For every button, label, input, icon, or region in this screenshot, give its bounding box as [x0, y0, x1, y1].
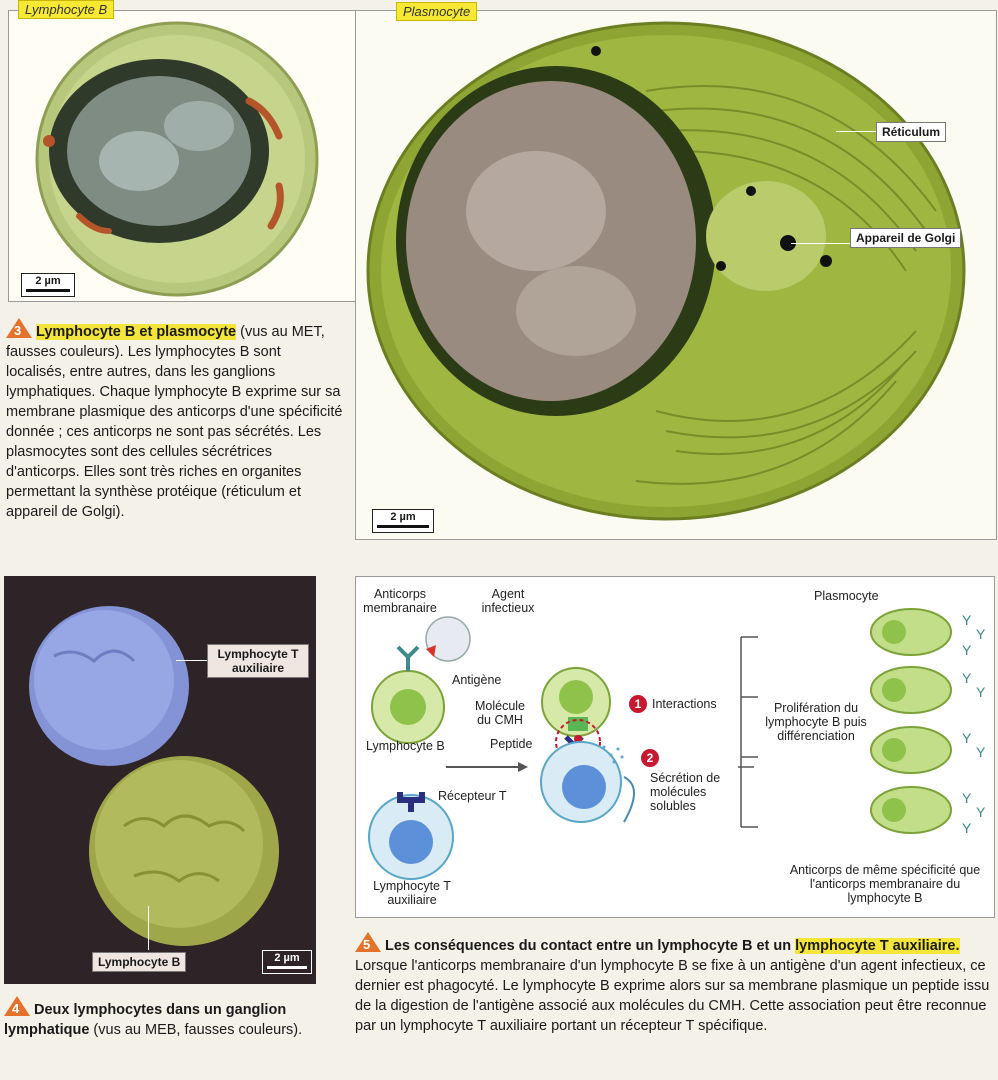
svg-text:Y: Y [976, 684, 986, 700]
caption-3-title: Lymphocyte B et plasmocyte [36, 324, 237, 340]
caption-4-text: (vus au MEB, fausses couleurs). [89, 1022, 303, 1038]
caption-4-badge: 4 [4, 996, 30, 1016]
caption-figure-4 [4, 996, 314, 1040]
two-lymphocytes-image [4, 576, 316, 984]
label-golgi: Appareil de Golgi [850, 228, 961, 248]
label-proliferation: Prolifération du lymphocyte B puis différenciation [765, 701, 867, 743]
label-secretion: Sécrétion de molécules solubles [650, 771, 721, 813]
diagram-panel [355, 576, 995, 918]
svg-text:Y: Y [976, 744, 986, 760]
caption-figure-3 [6, 318, 344, 522]
plasmocyte-micrograph-panel [355, 10, 997, 540]
lymphocyte-b-micrograph-panel [8, 10, 360, 302]
meb-micrograph-panel [4, 576, 316, 984]
b-pointer [148, 906, 149, 950]
caption-3-text: (vus au MET, fausses couleurs). Les lymphocytes B sont localisés, entre autres, dans les ganglions lymphatiques. Chaque lymphocyte B exprime sur sa membrane plasmique des anticorps d'une spécificité donnée ; ces anticorps ne sont pas sécrétés. Les plasmocytes sont des cellules sécrétrices d'anticorps. Elles sont très riches en organites permettant la synthèse protéique (réticulum et appareil de Golgi). [6, 324, 343, 520]
label-anticorps-meme-specificite: Anticorps de même spécificité que l'anticorps membranaire du lymphocyte B [789, 863, 981, 905]
caption-5-title-a: Les conséquences du contact entre un lymphocyte B et un [385, 938, 792, 954]
label-lymphocyte-b: Lymphocyte B [92, 952, 186, 972]
step-2-badge: 2 [641, 749, 659, 767]
reticulum-pointer [836, 131, 876, 132]
label-interactions: Interactions [652, 697, 717, 711]
svg-text:Y: Y [962, 790, 972, 806]
caption-5-badge: 5 [355, 932, 381, 952]
caption-5-text: Lorsque l'anticorps membranaire d'un lymphocyte B se fixe à un antigène d'un agent infectieux, ce dernier est phagocyté. Le lymphocyte B exprime alors sur sa membrane plasmique un peptide issu de la digestion de l'antigène associé aux molécules du CMH. Cette association peut être reconnue par un lymphocyte T auxiliaire portant un récepteur T spécifique. [355, 958, 990, 1034]
caption-5-title-b: lymphocyte T auxiliaire. [795, 938, 960, 954]
tag-plasmocyte: Plasmocyte [396, 2, 477, 21]
t-pointer [176, 660, 208, 661]
svg-text:Y: Y [962, 612, 972, 628]
step-1-badge: 1 [629, 695, 647, 713]
svg-text:Y: Y [962, 730, 972, 746]
scale-bar: 2 µm [21, 273, 75, 297]
label-plasmocyte-diagram: Plasmocyte [814, 589, 879, 603]
label-antigene: Antigène [452, 673, 502, 687]
plasmocyte-cell-image [356, 11, 996, 539]
label-anticorps-membranaire: Anticorps membranaire [363, 587, 437, 615]
svg-text:Y: Y [962, 642, 972, 658]
label-lymphocyte-t-diagram: Lymphocyte T auxiliaire [373, 879, 451, 907]
label-lymphocyte-b-diagram: Lymphocyte B [366, 739, 445, 753]
scale-bar-meb: 2 µm [262, 950, 312, 974]
label-agent-infectieux: Agent infectieux [481, 587, 535, 615]
caption-3-badge: 3 [6, 318, 32, 338]
svg-text:Y: Y [962, 670, 972, 686]
label-peptide: Peptide [490, 737, 533, 751]
svg-text:Y: Y [976, 804, 986, 820]
lymphocyte-b-cell-image [9, 11, 359, 301]
label-reticulum: Réticulum [876, 122, 946, 142]
label-molecule-cmh: Molécule du CMH [474, 699, 526, 727]
label-lymphocyte-t-auxiliaire: Lymphocyte T auxiliaire [207, 644, 309, 678]
tag-lymphocyte-b: Lymphocyte B [18, 0, 114, 19]
label-recepteur-t: Récepteur T [438, 789, 507, 803]
caption-figure-5 [355, 932, 991, 1036]
golgi-pointer [791, 243, 851, 244]
scale-bar-plasmocyte: 2 µm [372, 509, 434, 533]
caption-4-title: Deux lymphocytes dans un ganglion lymphatique [4, 1002, 287, 1038]
svg-text:Y: Y [962, 820, 972, 836]
svg-text:Y: Y [976, 626, 986, 642]
